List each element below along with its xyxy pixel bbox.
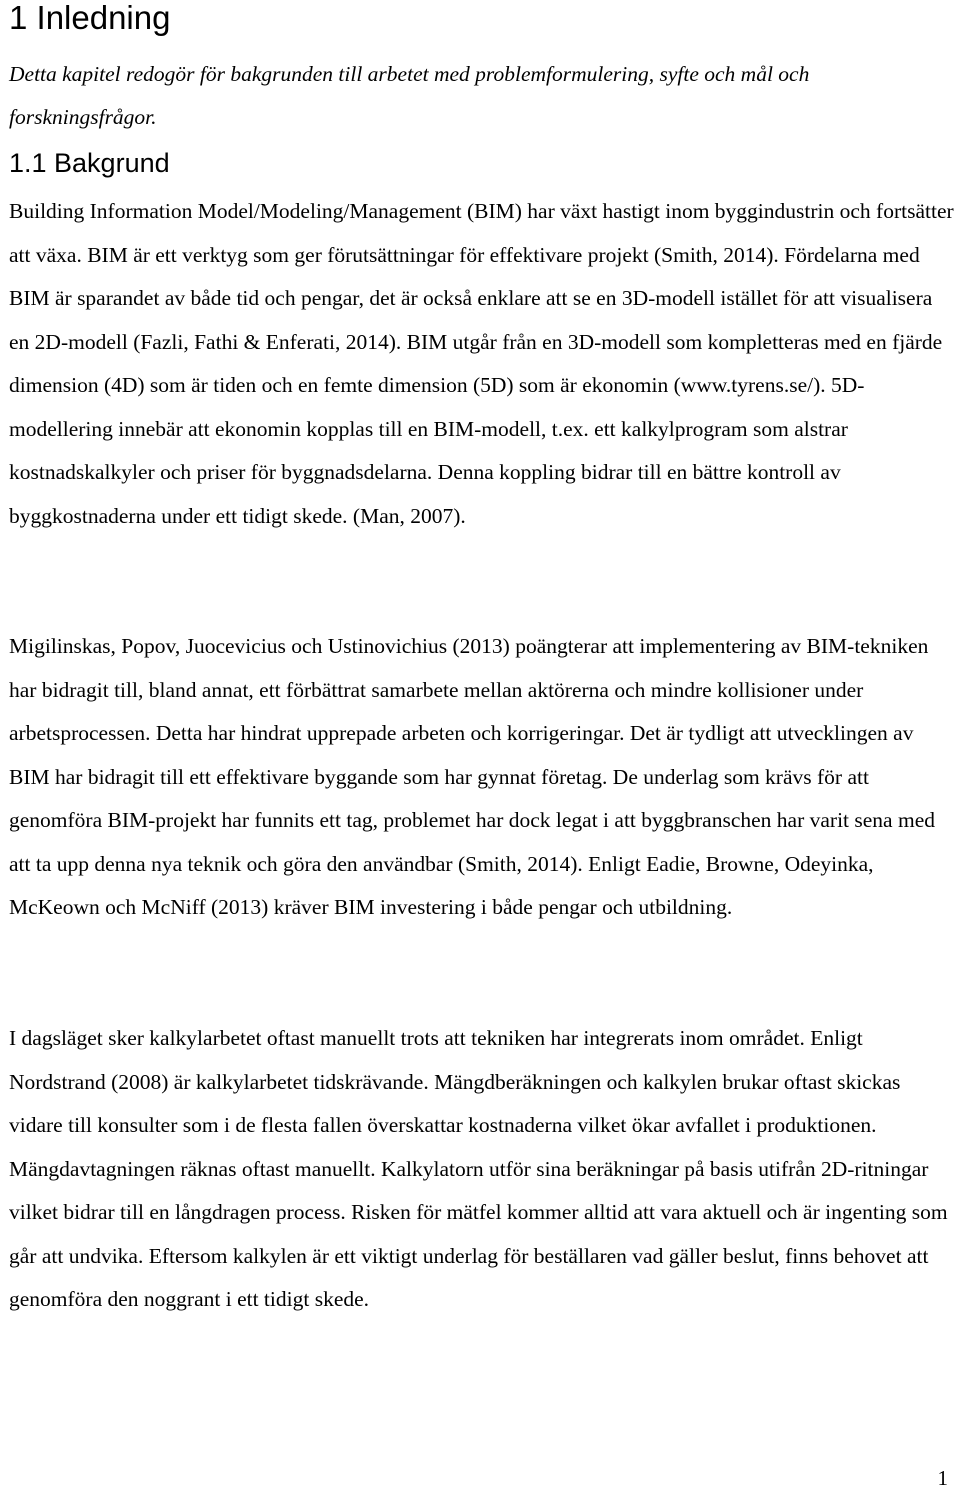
paragraph: I dagsläget sker kalkylarbetet oftast manuellt trots att tekniken har integrerats inom området. Enligt Nordstrand (2008) är kalkylarbetet tidskrävande. Mängdberäkningen och kalkylen brukar oftast skickas vidare till konsulter som i de flesta fallen överskattar kostnaderna vilket ökar avfallet i produktionen. Mängdavtagningen räknas oftast manuellt. Kalkylatorn utför sina beräkningar på basis utifrån 2D-ritningar vilket bidrar till en långdragen process. Risken för mätfel kommer alltid att vara aktuell och är ingenting som går att undvika. Eftersom kalkylen är ett viktigt underlag för beställaren vad gäller beslut, finns behovet att genomföra den noggrant i ett tidigt skede. [9,1026,948,1311]
page-number: 1 [937,1466,948,1490]
section-title: 1.1 Bakgrund [9,148,170,178]
chapter-title: 1 Inledning [9,0,171,36]
chapter-intro: Detta kapitel redogör för bakgrunden till arbetet med problemformulering, syfte och mål och forskningsfrågor. [9,62,810,129]
paragraph: Building Information Model/Modeling/Management (BIM) har växt hastigt inom byggindustrin och fortsätter att växa. BIM är ett verktyg som ger förutsättningar för effektivare projekt (Smith, 2014). Fördelarna med BIM är sparandet av både tid och pengar, det är också enklare att se en 3D-modell istället för att visualisera en 2D-modell (Fazli, Fathi & Enferati, 2014). BIM utgår från en 3D-modell som kompletteras med en fjärde dimension (4D) som är tiden och en femte dimension (5D) som är ekonomin (www.tyrens.se/). 5D-modellering innebär att ekonomin kopplas till en BIM-modell, t.ex. ett kalkylprogram som alstrar kostnadskalkyler och priser för byggnadsdelarna. Denna koppling bidrar till en bättre kontroll av byggkostnaderna under ett tidigt skede. (Man, 2007). [9,199,954,528]
paragraph: Migilinskas, Popov, Juocevicius och Ustinovichius (2013) poängterar att implementering av BIM-tekniken har bidragit till, bland annat, ett förbättrat samarbete mellan aktörerna och mindre kollisioner under arbetsprocessen. Detta har hindrat upprepade arbeten och korrigeringar. Det är tydligt att utvecklingen av BIM har bidragit till ett effektivare byggande som har gynnat företag. De underlag som krävs för att genomföra BIM-projekt har funnits ett tag, problemet har dock legat i att byggbranschen har varit sena med att ta upp denna nya teknik och göra den användbar (Smith, 2014). Enligt Eadie, Browne, Odeyinka, McKeown och McNiff (2013) kräver BIM investering i både pengar och utbildning. [9,634,935,919]
